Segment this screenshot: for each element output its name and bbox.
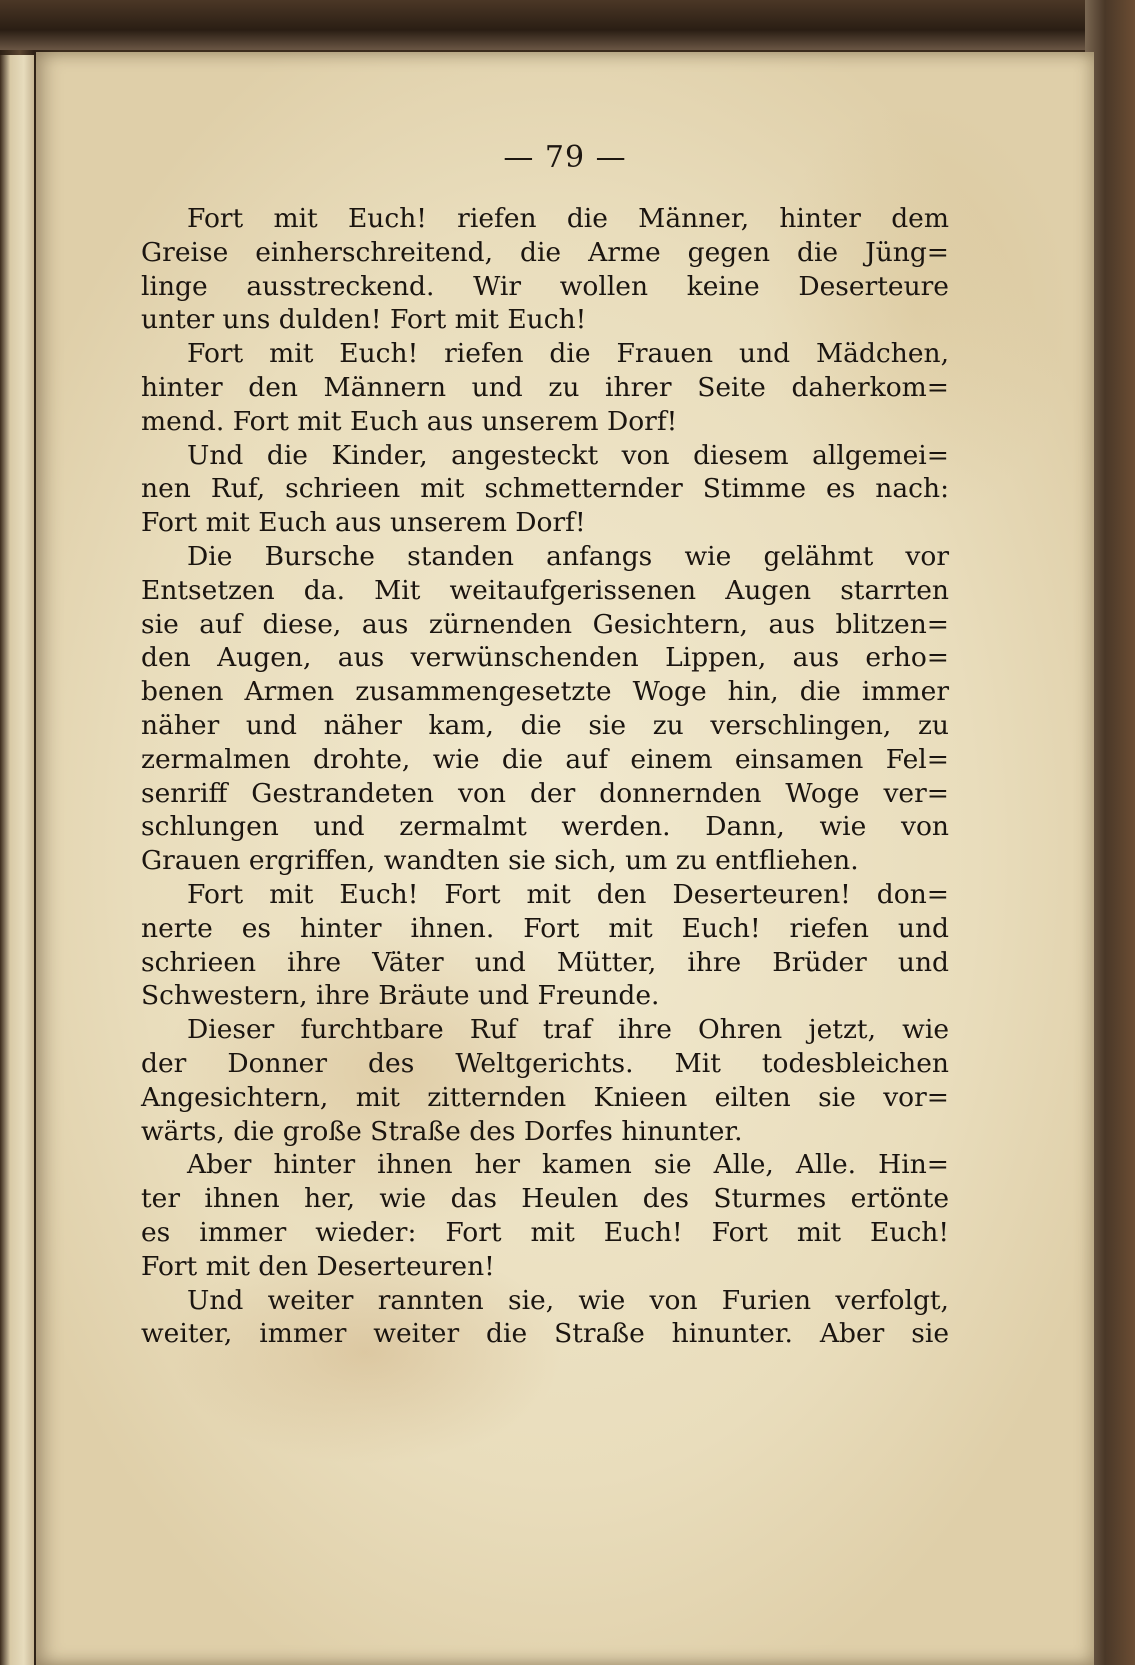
text-line: näher und näher kam, die sie zu verschlingen, zu: [141, 709, 949, 741]
text-line: nen Ruf, schrieen mit schmetternder Stimme es nach:: [141, 473, 949, 505]
text-line: Fort mit den Deserteuren!: [141, 1250, 495, 1282]
text-line: Entsetzen da. Mit weitaufgerissenen Augen starrten: [141, 574, 949, 606]
text-line: hinter den Männern und zu ihrer Seite daherkom=: [141, 371, 949, 403]
text-line: ter ihnen her, wie das Heulen des Sturmes ertönte: [141, 1183, 949, 1215]
text-line: Fort mit Euch aus unserem Dorf!: [141, 507, 586, 539]
paragraph-8: [141, 1284, 949, 1352]
text-line: Aber hinter ihnen her kamen sie Alle, Alle. Hin=: [187, 1149, 949, 1181]
text-line: Fort mit Euch! riefen die Frauen und Mädchen,: [187, 338, 949, 370]
text-line: Die Bursche standen anfangs wie gelähmt vor: [187, 540, 949, 572]
text-line: nerte es hinter ihnen. Fort mit Euch! riefen und: [141, 912, 949, 944]
page-leaf: [36, 52, 1094, 1665]
text-line: Schwestern, ihre Bräute und Freunde.: [141, 980, 660, 1012]
text-line: schlungen und zermalmt werden. Dann, wie von: [141, 811, 949, 843]
text-line: zermalmen drohte, wie die auf einem einsamen Fel=: [141, 743, 949, 775]
text-line: Und die Kinder, angesteckt von diesem allgemei=: [187, 439, 949, 471]
previous-page-edge: [0, 55, 34, 1665]
paragraph-4: [141, 540, 949, 878]
text-line: linge ausstreckend. Wir wollen keine Deserteure: [141, 270, 949, 302]
text-line: wärts, die große Straße des Dorfes hinunter.: [141, 1115, 743, 1147]
paragraph-2: [141, 337, 949, 438]
text-line: unter uns dulden! Fort mit Euch!: [141, 304, 587, 336]
paragraph-6: [141, 1013, 949, 1148]
text-line: Angesichtern, mit zitternden Knieen eilten sie vor=: [141, 1081, 949, 1113]
text-line: es immer wieder: Fort mit Euch! Fort mit Euch!: [141, 1216, 949, 1248]
paragraph-7: [141, 1148, 949, 1283]
paragraph-1: [141, 202, 949, 337]
text-line: den Augen, aus verwünschenden Lippen, aus erho=: [141, 642, 949, 674]
paragraph-3: [141, 439, 949, 540]
text-line: schrieen ihre Väter und Mütter, ihre Brüder und: [141, 946, 949, 978]
paragraph-5: [141, 878, 949, 1013]
page-number: — 79 —: [503, 140, 627, 175]
text-line: Grauen ergriffen, wandten sie sich, um zu entfliehen.: [141, 845, 859, 877]
text-line: mend. Fort mit Euch aus unserem Dorf!: [141, 405, 678, 437]
book-top-edge: [0, 0, 1135, 50]
text-line: der Donner des Weltgerichts. Mit todesbleichen: [141, 1047, 949, 1079]
text-line: Fort mit Euch! Fort mit den Deserteuren! don=: [187, 878, 949, 910]
text-line: Greise einherschreitend, die Arme gegen die Jüng=: [141, 236, 949, 268]
text-line: weiter, immer weiter die Straße hinunter. Aber sie: [141, 1318, 949, 1350]
text-line: senriff Gestrandeten von der donnernden Woge ver=: [141, 777, 949, 809]
text-line: benen Armen zusammengesetzte Woge hin, die immer: [141, 676, 949, 708]
page-text: [141, 202, 949, 1351]
text-line: Und weiter rannten sie, wie von Furien verfolgt,: [187, 1284, 949, 1316]
text-line: Dieser furchtbare Ruf traf ihre Ohren jetzt, wie: [187, 1014, 949, 1046]
text-line: Fort mit Euch! riefen die Männer, hinter dem: [187, 203, 949, 234]
text-line: sie auf diese, aus zürnenden Gesichtern, aus blitzen=: [141, 608, 949, 640]
